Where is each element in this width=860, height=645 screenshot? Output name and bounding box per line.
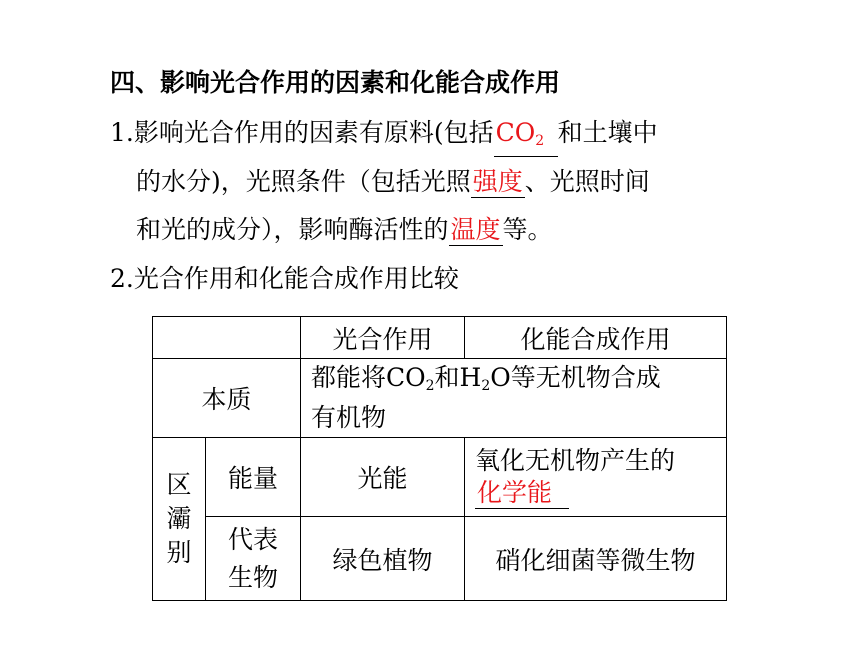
table-corner-cell — [153, 317, 301, 359]
item-2-text: 光合作用和化能合成作用比较 — [133, 264, 459, 293]
item-1-number: 1. — [110, 118, 134, 147]
organism-chemosynthesis: 硝化细菌等微生物 — [465, 517, 727, 601]
answer-intensity: 强度 — [472, 167, 523, 196]
table-header-row — [153, 317, 727, 359]
answer-temperature: 温度 — [450, 215, 501, 244]
item-1-text-c: 的水分)，光照条件（包括光照 — [136, 167, 471, 196]
organism-photosynthesis: 绿色植物 — [301, 517, 465, 601]
item-1-text-e: 和光的成分），影响酶活性的 — [136, 215, 449, 244]
answer-chemical-energy: 化学能 — [475, 478, 569, 509]
answer-co2: $CO_2$ — [495, 118, 545, 149]
table-row-essence — [153, 359, 727, 438]
essence-label: 本质 — [153, 359, 301, 438]
item-1-line-3 — [136, 213, 553, 247]
difference-label: 区灞别 — [153, 438, 206, 601]
organism-label: 代表 生物 — [206, 517, 301, 601]
table-row-organism — [153, 517, 727, 601]
item-1-text-b: 和土壤中 — [557, 118, 658, 147]
item-2-number: 2. — [110, 264, 134, 293]
energy-photosynthesis: 光能 — [301, 438, 465, 517]
item-1-line-2 — [136, 165, 650, 199]
item-1-text-f: 等。 — [502, 215, 553, 244]
header-photosynthesis: 光合作用 — [301, 317, 465, 359]
comparison-table — [152, 316, 727, 601]
section-heading: 四、影响光合作用的因素和化能合成作用 — [110, 68, 561, 97]
essence-content: 都能将$CO_2$和$H_2O$等无机物合成 有机物 — [301, 359, 727, 438]
item-2-line — [110, 262, 459, 296]
item-1-text-a: 影响光合作用的因素有原料(包括 — [133, 118, 494, 147]
blank-co2 — [494, 118, 558, 157]
energy-label: 能量 — [206, 438, 301, 517]
table-row-energy — [153, 438, 727, 517]
energy-chemosynthesis: 氧化无机物产生的 化学能 — [465, 438, 727, 517]
item-1-text-d: 、光照时间 — [524, 167, 650, 196]
header-chemosynthesis: 化能合成作用 — [465, 317, 727, 359]
item-1-line-1 — [110, 116, 658, 157]
